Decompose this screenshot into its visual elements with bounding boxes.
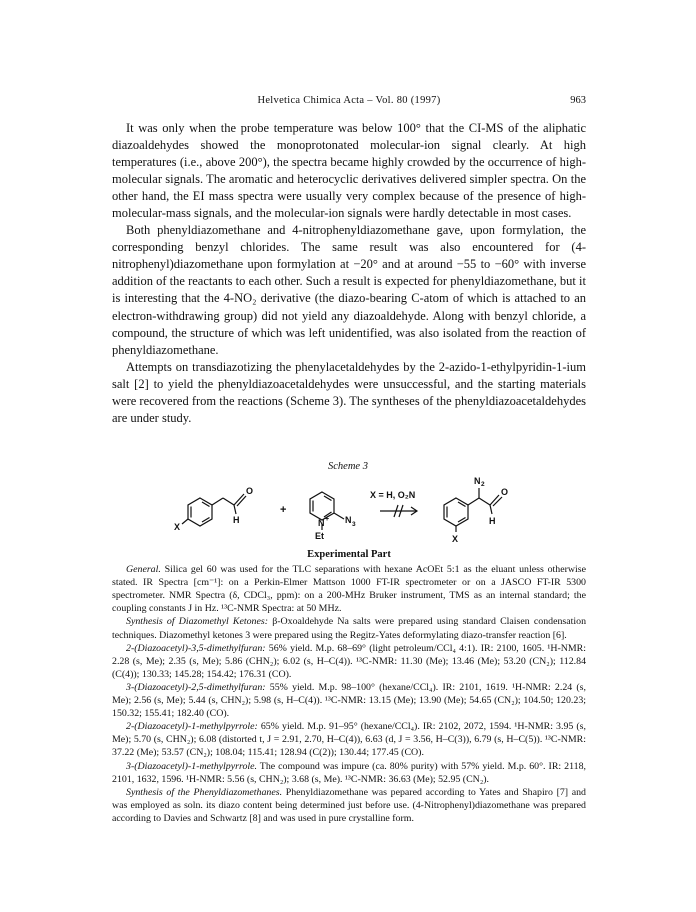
x-substituent-right: X (452, 534, 459, 544)
compound-name: 3-(Diazoacetyl)-1-methylpyrrole. (126, 760, 257, 772)
page-number: 963 (570, 95, 586, 106)
phenyl-synthesis-paragraph (112, 786, 586, 825)
compound-data: 55% yield. M.p. 98–100° (hexane/CCl₄). IR: 2101, 1619. ¹H-NMR: 2.24 (s, Me); 2.56 (s, Me); 5.44 (s, CHN₂); 5.98 (s, H–C(4)). ¹³C-NMR: 13.15 (Me); 13.90 (Me); 54.65 (CN₂); 104.50; 120.23; 150.32; 155.41; 182.40 (CO). (112, 681, 586, 720)
reaction-condition: X = H, O₂N (370, 490, 416, 500)
azide-nitrogen: N (345, 515, 352, 525)
compound-entry (112, 720, 586, 759)
compound-name: 2-(Diazoacetyl)-1-methylpyrrole: (126, 721, 258, 733)
ethyl-group: Et (315, 531, 324, 541)
azide-subscript: 3 (352, 521, 356, 528)
pyridinium-charge: + (325, 516, 330, 523)
general-text: Silica gel 60 was used for the TLC separations with hexane AcOEt 5:1 as the eluant unless otherwise stated. IR Spectra [cm⁻¹]: on a Perkin-Elmer Mattson 1000 FT-IR spectrometer or on a JASCO FT-IR 5300 spectrometer. NMR Spectra (δ, CDCl₃, ppm): on a 200-MHz Bruker instrument, TMS as an internal standard; the coupling constants J in Hz. ¹³C-NMR Spectra: at 50 MHz. (112, 564, 586, 615)
compound-entry (112, 681, 586, 720)
pyridinium-nitrogen: N (318, 518, 325, 528)
compound-entry (112, 642, 586, 681)
oxygen-right: O (501, 487, 509, 497)
experimental-section (112, 548, 586, 825)
journal-title: Helvetica Chimica Acta – Vol. 80 (1997) (257, 95, 441, 106)
running-header (112, 95, 586, 109)
phenyl-synthesis-text: Phenyldiazomethane was pepared according to Yates and Shapiro [7] and was employed as soln. its diazo content being determined just before use. (4-Nitrophenyl)diazomethane was prepared according to Davies and Schwartz [8] and was used in pure crystalline form. (112, 786, 586, 824)
compound-entry (112, 760, 586, 786)
diazo-subscript: 2 (481, 481, 485, 488)
compound-name: 2-(Diazoacetyl)-3,5-dimethylfuran: (126, 642, 266, 654)
hydrogen-left: H (233, 515, 240, 525)
compound-data: 65% yield. M.p. 91–95° (hexane/CCl₄). IR: 2102, 2072, 1594. ¹H-NMR: 3.95 (s, Me); 5.70 (s, CHN₂); 6.08 (distorted t, J = 2.91, 2.70, H–C(4)), 6.63 (d, J = 3.56, H–C(3)), 6.79 (s, H–C(5)). ¹³C-NMR: 37.22 (Me); 53.57 (CN₂); 108.04; 115.41; 128.94 (C(2)); 130.44; 177.45 (CO). (112, 721, 586, 759)
paragraph-formylation: Both phenyldiazomethane and 4-nitrophenyldiazomethane gave, upon formylation, the corresponding benzyl chlorides. The same result was also encountered for (4-nitrophenyl)diazomethane upon formylation at −20° and at around −55 to −60° with inverse addition of the reactants to each other. Such a result is expected for phenyldiazomethane, but it is interesting that the 4-NO₂ derivative (the diazo-bearing C-atom of which is attached to an electron-withdrawing group) did not yield any diazoaldehyde. Along with benzyl chloride, a compound, the structure of which was left unidentified, was also isolated from the reaction of phenyldiazomethane. (112, 223, 586, 357)
compound-name: 3-(Diazoacetyl)-2,5-dimethylfuran: (126, 681, 266, 693)
diazo-nitrogen: N (474, 476, 481, 486)
paragraph-transdiazotization: Attempts on transdiazotizing the phenylacetaldehydes by the 2-azido-1-ethylpyridin-1-ium salt [2] to yield the phenyldiazoacetaldehydes were unsuccessful, and the starting materials were recovered from the reactions (Scheme 3). The syntheses of the phenyldiazoacetaldehydes are under study. (112, 359, 586, 425)
ketone-synthesis-text: β-Oxoaldehyde Na salts were prepared using standard Claisen condensation techniques. Diazomethyl ketones 3 were prepared using the Regitz-Yates deformylating diazo-transfer reaction [6]. (112, 616, 587, 641)
experimental-heading: Experimental Part (307, 549, 391, 560)
compound-data: The compound was impure (ca. 80% purity) with 57% yield. M.p. 60°. IR: 2118, 2101, 1632, 1596. ¹H-NMR: 5.56 (s, CHN₂); 3.68 (s, Me). ¹³C-NMR: 36.63 (Me); 52.95 (CN₂). (112, 760, 586, 785)
scheme-title: Scheme 3 (328, 461, 368, 472)
plus-sign: + (280, 504, 287, 516)
ketone-synthesis-lead: Synthesis of Diazomethyl Ketones: (126, 616, 269, 628)
blocked-reaction-arrow (380, 505, 417, 517)
phenyl-synthesis-lead: Synthesis of the Phenyldiazomethanes. (126, 786, 283, 798)
oxygen-left: O (246, 486, 254, 496)
compound-data: 56% yield. M.p. 68–69° (light petroleum/CCl₄ 4:1). IR: 2100, 1605. ¹H-NMR: 2.28 (s, Me); 2.35 (s, Me); 5.86 (CHN₂); 6.02 (s, H–C(4)). ¹³C-NMR: 11.30 (Me); 13.46 (Me); 53.20 (CN₂); 112.84 (C(4)); 130.33; 145.28; 154.42; 176.31 (CO). (112, 642, 586, 680)
pyridinium-ring (310, 492, 344, 530)
paragraph-ms: It was only when the probe temperature was below 100° that the CI-MS of the aliphatic diazoaldehydes showed the monoprotonated molecular-ion signal clearly. At high temperatures (i.e., above 200°), the spectra became highly crowded by the occurrence of high-molecular signals. The aromatic and heterocyclic derivatives delivered simpler spectra. On the other hand, the EI mass spectra were usually very complex because of the presence of high-molecular-mass signals, and the molecular-ion signals were hardly detectable in most cases. (112, 121, 586, 221)
general-lead: General. (126, 564, 161, 576)
hydrogen-right: H (489, 516, 496, 526)
scheme-3-diagram (112, 468, 586, 544)
x-substituent-left: X (174, 522, 181, 532)
body-text (112, 120, 586, 427)
general-paragraph (112, 563, 586, 615)
ketone-synthesis-paragraph (112, 615, 586, 641)
